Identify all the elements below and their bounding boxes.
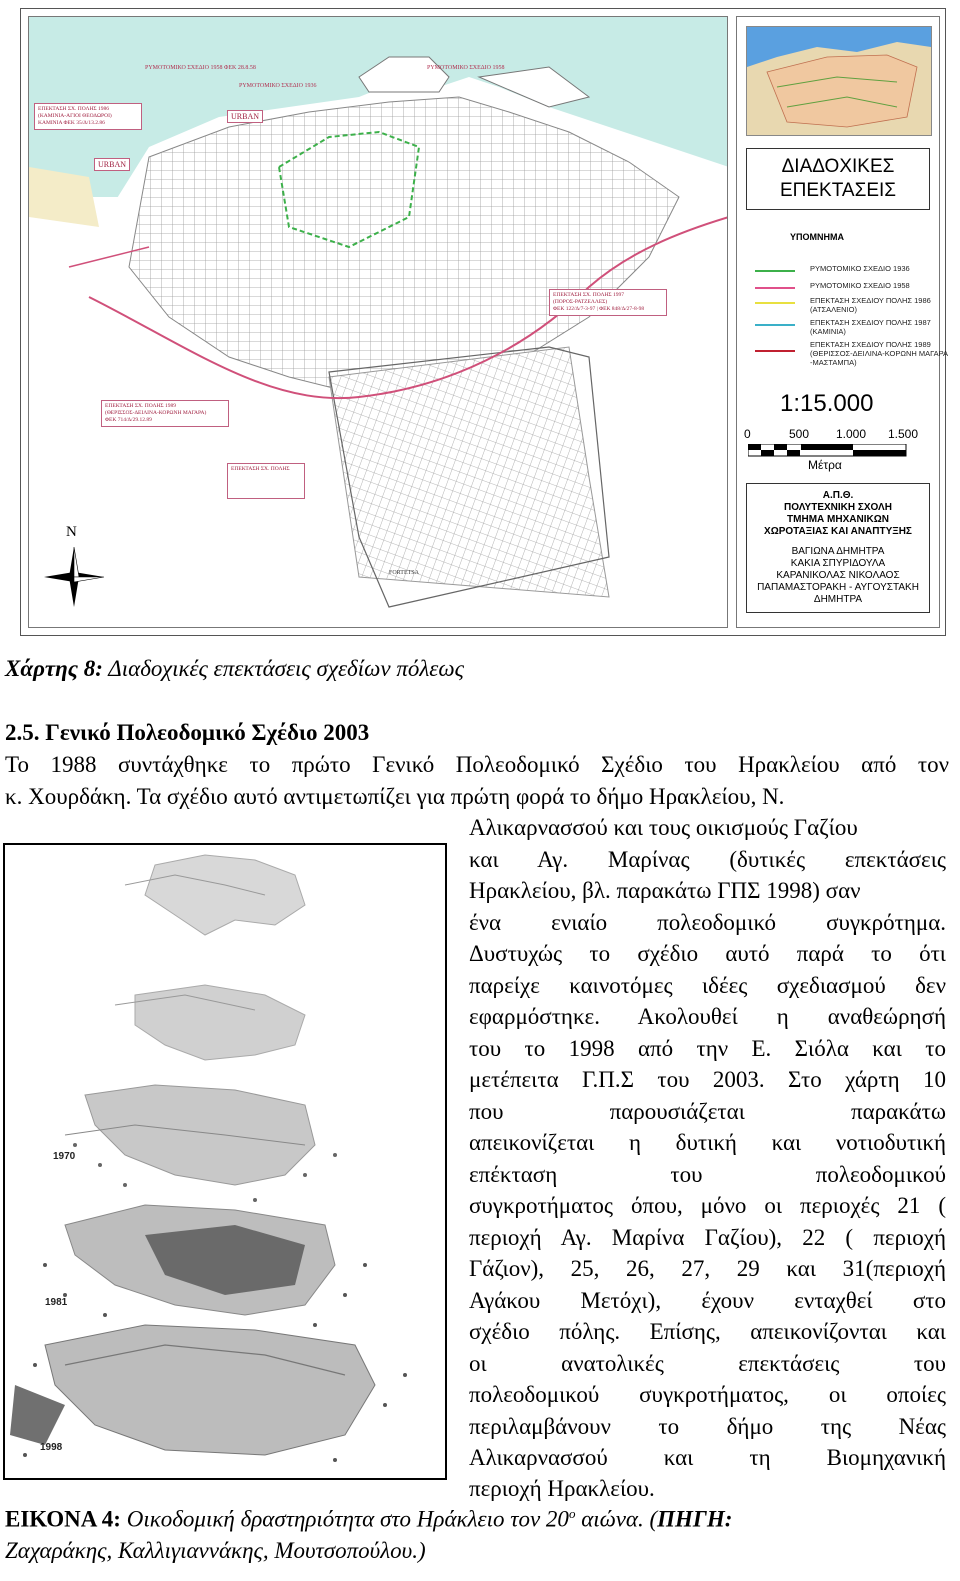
map-box-ext1997-line: (ΠΟΡΟΣ-ΡΑΤΖΕΛΛΕΣ): [553, 299, 608, 305]
map-title-line-1: ΔΙΑΔΟΧΙΚΕΣ: [781, 156, 895, 177]
credit-line: ΚΑΡΑΝΙΚΟΛΑΣ ΝΙΚΟΛΑΟΣ: [776, 570, 900, 581]
map-box-ext1989-line: (ΘΕΡΙΣΣΟΣ-ΔΕΙΛΙΝΑ-ΚΟΡΩΝΗ ΜΑΓΑΡΑ): [105, 410, 207, 416]
north-label: N: [66, 524, 77, 540]
legend-label-1958: ΡΥΜΟΤΟΜΙΚΟ ΣΧΕΔΙΟ 1958: [810, 281, 910, 290]
credit-line: ΚΑΚΙΑ ΣΠΥΡΙΔΟΥΛΑ: [790, 558, 886, 569]
figure-4-caption-line-1: [5, 1506, 732, 1533]
body-line: Ηρακλείου, βλ. παρακάτω ΓΠΣ 1998) σαν: [469, 878, 861, 903]
figure-4-caption-source-label: ΠΗΓΗ:: [657, 1506, 733, 1532]
body-line: οι ανατολικές επεκτάσεις του: [469, 1351, 946, 1376]
credit-line: ΤΜΗΜΑ ΜΗΧΑΝΙΚΩΝ: [787, 514, 889, 525]
figure-4-caption-sup: ο: [568, 1506, 576, 1521]
legend-line-1958: [755, 287, 795, 289]
body-line: περιοχή Ηρακλείου.: [469, 1476, 655, 1501]
legend-title: ΥΠΟΜΝΗΜΑ: [790, 232, 844, 242]
scale-tick-1500: 1.500: [888, 427, 919, 441]
map-label-rym1936: ΡΥΜΟΤΟΜΙΚΟ ΣΧΕΔΙΟ 1936: [239, 83, 317, 89]
body-line: Αλικαρνασσού και τη Βιομηχανική: [469, 1445, 946, 1470]
credit-line: ΧΩΡΟΤΑΞΙΑΣ ΚΑΙ ΑΝΑΠΤΥΞΗΣ: [764, 526, 912, 537]
body-line: επέκταση του πολεοδομικού: [469, 1162, 946, 1187]
legend-label-1989: [810, 340, 948, 367]
legend-label-1989-line: -ΜΑΣΤΑΜΠΑ): [810, 358, 857, 367]
mini-map-drawing: [747, 27, 931, 135]
map-box-ext1986-line: (ΚΑΜΙΝΙΑ-ΑΓΙΟΙ ΘΕΟΔΩΡΟΙ): [38, 113, 112, 119]
body-line: μετέπειτα Γ.Π.Σ του 2003. Στο χάρτη 10: [469, 1067, 946, 1092]
map-box-ext1997-line: ΕΠΕΚΤΑΣΗ ΣΧ. ΠΟΛΗΣ 1997: [553, 292, 625, 298]
legend-label-1989-line: (ΘΕΡΙΣΣΟΣ-ΔΕΙΛΙΝΑ-ΚΟΡΩΝΗ ΜΑΓΑΡΑ: [810, 349, 949, 358]
map-box-ext1986-line: ΕΠΕΚΤΑΣΗ ΣΧ. ΠΟΛΗΣ 1986: [38, 106, 110, 112]
legend-label-1987-line: ΕΠΕΚΤΑΣΗ ΣΧΕΔΙΟΥ ΠΟΛΗΣ 1987: [810, 318, 931, 327]
figure-4-caption-line-2: Ζαχαράκης, Καλλιγιαννάκης, Μουτσοπούλου.): [5, 1538, 426, 1563]
body-line: κ. Χουρδάκη. Τα σχέδιο αυτό αντιμετωπίζει για πρώτη φορά το δήμο Ηρακλείου, Ν.: [5, 784, 785, 809]
figure-4-caption-text-2: αιώνα. (: [575, 1506, 658, 1532]
year-label-1970: 1970: [53, 1151, 76, 1162]
credit-line: ΠΑΠΑΜΑΣΤΟΡΑΚΗ - ΑΥΓΟΥΣΤΑΚΗ: [757, 582, 919, 593]
legend-label-1986-line: ΕΠΕΚΤΑΣΗ ΣΧΕΔΙΟΥ ΠΟΛΗΣ 1986: [810, 296, 931, 305]
scale-tick-1000: 1.000: [836, 427, 867, 441]
body-line: του το 1998 από την Ε. Σιόλα και το: [469, 1036, 946, 1061]
figure-4-caption-text: Οικοδομική δραστηριότητα στο Ηράκλειο τον 20: [120, 1506, 569, 1532]
map-main-panel: [28, 16, 728, 628]
map-box-ext-small: [227, 463, 305, 499]
credit-line: ΔΗΜΗΤΡΑ: [813, 594, 863, 605]
map-label-rym1958: ΡΥΜΟΤΟΜΙΚΟ ΣΧΕΔΙΟ 1958 ΦΕΚ 28.8.58: [145, 65, 256, 71]
map-box-ext1986: [34, 103, 142, 130]
map-box-ext1989-line: ΦΕΚ 714/Δ/29.12.89: [105, 417, 152, 423]
credit-line: ΒΑΓΙΩΝΑ ΔΗΜΗΤΡΑ: [791, 546, 885, 557]
scale-tick-0: 0: [744, 427, 751, 441]
body-line: παρείχε καινοτόμες ιδέες σχεδιασμού δεν: [469, 973, 946, 998]
legend-label-1989-line: ΕΠΕΚΤΑΣΗ ΣΧΕΔΙΟΥ ΠΟΛΗΣ 1989: [810, 340, 931, 349]
credits-box: [746, 483, 930, 613]
map-box-ext-small-line: ΕΠΕΚΤΑΣΗ ΣΧ. ΠΟΛΗΣ: [231, 466, 290, 472]
legend-line-1989: [755, 350, 795, 352]
map-caption-label: Χάρτης 8:: [5, 656, 103, 681]
body-line: απεικονίζεται η δυτική και νοτιοδυτική: [469, 1130, 946, 1155]
body-line: πολεοδομικού συγκροτήματος, οι οποίες: [469, 1382, 946, 1407]
legend-line-1986: [755, 302, 795, 304]
mini-map: [746, 26, 932, 136]
legend-label-1986-line: (ΑΤΣΑΛΕΝΙΟ): [810, 305, 858, 314]
legend-label-1987-line: (ΚΑΜΙΝΙΑ): [810, 327, 846, 336]
body-line: σχέδιο πόλης. Επίσης, απεικονίζονται και: [469, 1319, 946, 1344]
body-line: που παρουσιάζεται παρακάτω: [469, 1099, 946, 1124]
body-line: συγκροτήματος όπου, μόνο οι περιοχές 21 (: [469, 1193, 946, 1218]
southern-blocks: [329, 347, 609, 597]
legend-label-1987: [810, 318, 931, 336]
body-line: και Αγ. Μαρίνας (δυτικές επεκτάσεις: [469, 847, 946, 872]
legend-label-1936: ΡΥΜΟΤΟΜΙΚΟ ΣΧΕΔΙΟ 1936: [810, 264, 910, 273]
body-line: ένα ενιαίο πολεοδομικό συγκρότημα.: [469, 910, 946, 935]
scale-unit: Μέτρα: [808, 458, 842, 472]
body-line: Αλικαρνασσού και τους οικισμούς Γαζίου: [469, 815, 858, 840]
credit-line: Α.Π.Θ.: [822, 490, 854, 501]
credit-line: ΠΟΛΥΤΕΧΝΙΚΗ ΣΧΟΛΗ: [784, 502, 892, 513]
body-line: περιοχή Αγ. Μαρίνα Γαζίου), 22 ( περιοχή: [469, 1225, 946, 1250]
body-line: περιλαμβάνουν το δήμο της Νέας: [469, 1414, 946, 1439]
legend-line-1987: [755, 324, 795, 326]
figure-4-image: [3, 843, 447, 1480]
body-line: Γάζιον), 25, 26, 27, 29 και 31(περιοχή: [469, 1256, 946, 1281]
map-label-fortetsa: FORTETSA: [389, 570, 419, 576]
scale-tick-500: 500: [789, 427, 810, 441]
figure-4-caption-label: ΕΙΚΟΝΑ 4:: [5, 1506, 121, 1532]
section-heading: 2.5. Γενικό Πολεοδομικό Σχέδιο 2003: [5, 720, 370, 745]
body-line: Αγάκου Μετόχι), έχουν ενταχθεί στο: [469, 1288, 946, 1313]
map-caption: [5, 656, 464, 682]
map-box-ext1986-line: ΚΑΜΙΝΙΑ ΦΕΚ 35/Δ/13.2.86: [38, 120, 105, 126]
map-title-line-2: ΕΠΕΚΤΑΣΕΙΣ: [779, 180, 897, 201]
body-line: Το 1988 συντάχθηκε το πρώτο Γενικό Πολεοδομικό Σχέδιο του Ηρακλείου από τον: [5, 752, 949, 777]
legend-line-1936: [755, 270, 795, 272]
map-label-urban-1: URBAN: [227, 110, 263, 123]
legend-label-1986: [810, 296, 931, 314]
year-label-1998: 1998: [40, 1442, 63, 1453]
map-label-rym1958b: ΡΥΜΟΤΟΜΙΚΟ ΣΧΕΔΙΟ 1958: [427, 65, 505, 71]
map-box-ext1997-line: ΦΕΚ 122/Δ/7-3-97 | ΦΕΚ 848/Δ/27-8-98: [553, 306, 645, 312]
year-label-1981: 1981: [45, 1297, 68, 1308]
map-label-urban-2: URBAN: [94, 158, 130, 171]
map-caption-text: Διαδοχικές επεκτάσεις σχεδίων πόλεως: [102, 656, 464, 681]
map-box-ext1997: [549, 289, 667, 316]
body-line: Δυστυχώς το σχέδιο αυτό παρά το ότι: [469, 941, 946, 966]
map-box-ext1989-line: ΕΠΕΚΤΑΣΗ ΣΧ. ΠΟΛΗΣ 1989: [105, 403, 177, 409]
body-line: εφαρμόστηκε. Ακολουθεί η αναθεώρησή: [469, 1004, 946, 1029]
map-scale: 1:15.000: [780, 390, 874, 417]
map-title-box: [746, 148, 930, 210]
map-box-ext1989: [101, 400, 229, 427]
scale-bar: [748, 444, 908, 458]
